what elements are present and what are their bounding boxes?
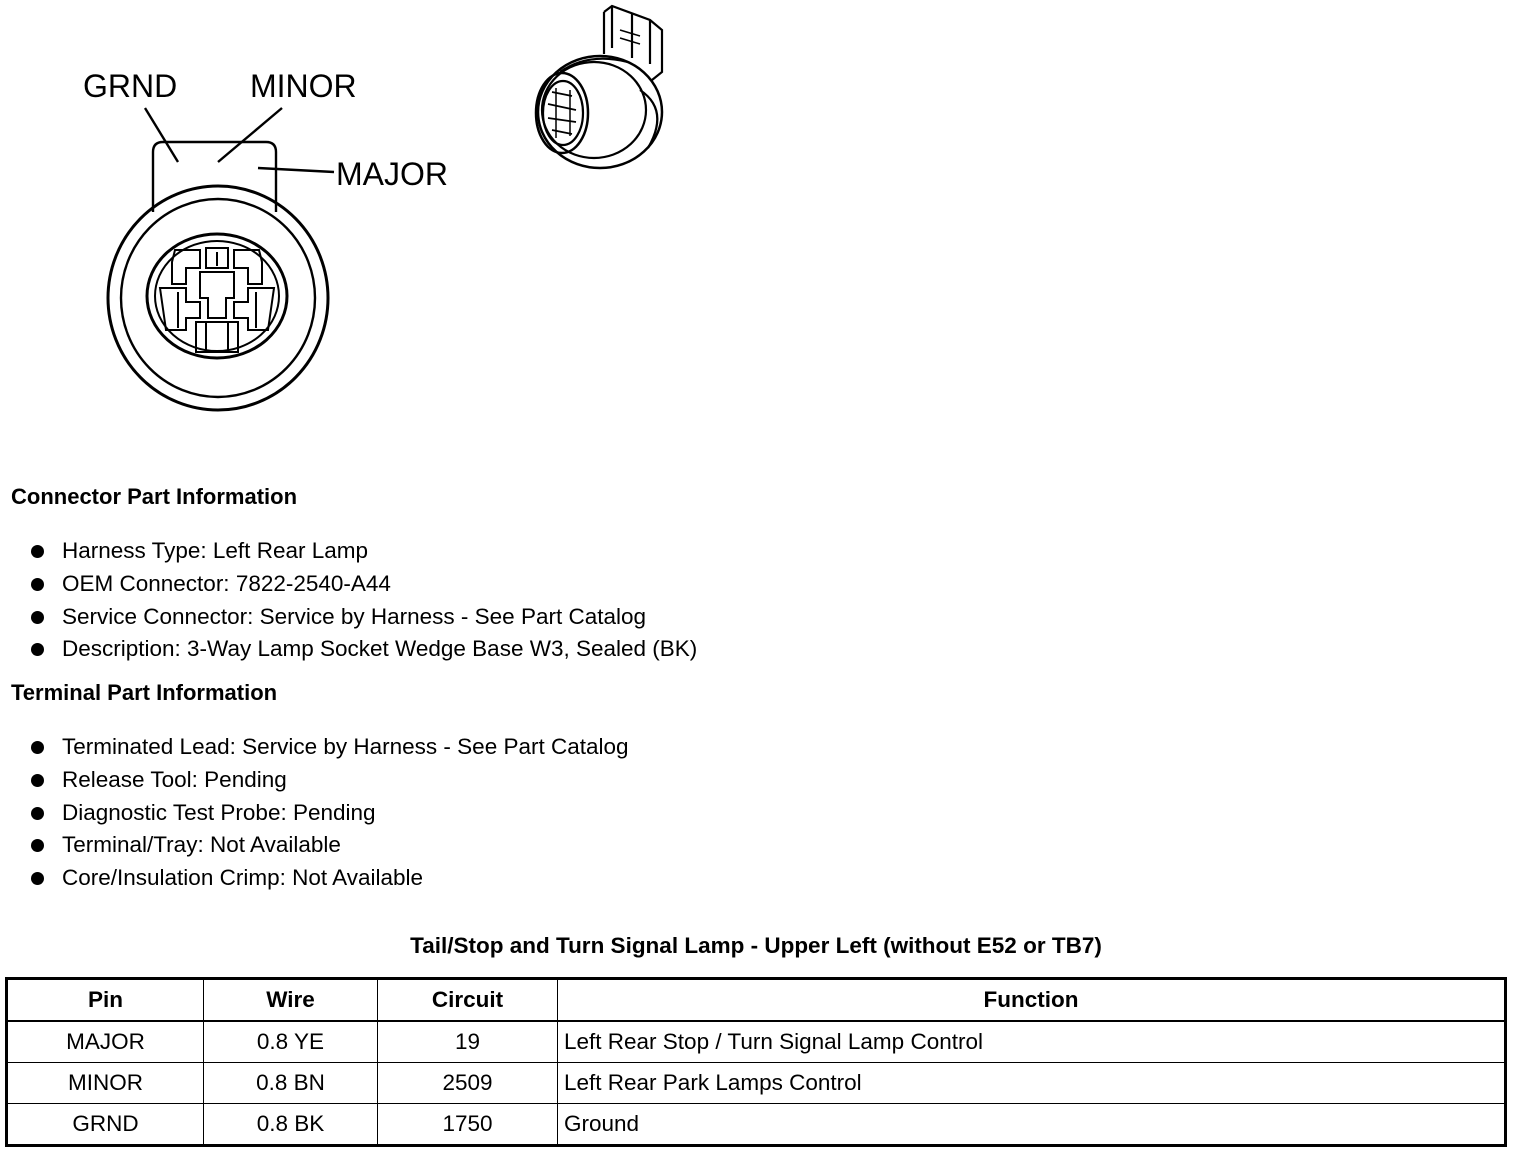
list-item: Terminated Lead: Service by Harness - See Part Catalog [28,731,629,764]
terminal-info-list [28,731,629,895]
list-item: OEM Connector: 7822-2540-A44 [28,568,697,601]
minor-label: MINOR [250,68,357,104]
cell-pin: MINOR [7,1063,204,1104]
bullet-icon [31,741,44,754]
header-wire: Wire [204,979,378,1022]
list-item: Service Connector: Service by Harness - See Part Catalog [28,601,697,634]
connector-info-list [28,535,697,666]
cell-wire: 0.8 BK [204,1104,378,1146]
bullet-icon [31,643,44,656]
cell-function: Ground [558,1104,1506,1146]
cell-wire: 0.8 YE [204,1021,378,1063]
header-function: Function [558,979,1506,1022]
table-row [7,1104,1506,1146]
table-row [7,1063,1506,1104]
bullet-icon [31,839,44,852]
header-circuit: Circuit [378,979,558,1022]
list-item: Terminal/Tray: Not Available [28,829,629,862]
cell-function: Left Rear Stop / Turn Signal Lamp Control [558,1021,1506,1063]
bullet-icon [31,872,44,885]
bullet-icon [31,578,44,591]
cell-pin: MAJOR [7,1021,204,1063]
connector-outer-ring [108,186,328,410]
connector-perspective-illustration [0,0,680,180]
bullet-icon [31,611,44,624]
bullet-icon [31,545,44,558]
terminal-cavities [160,248,274,352]
header-pin: Pin [7,979,204,1022]
list-item: Release Tool: Pending [28,764,629,797]
table-header-row [7,979,1506,1022]
major-label: MAJOR [336,156,448,192]
cell-circuit: 1750 [378,1104,558,1146]
cell-wire: 0.8 BN [204,1063,378,1104]
list-item: Harness Type: Left Rear Lamp [28,535,697,568]
cell-circuit: 2509 [378,1063,558,1104]
bullet-icon [31,807,44,820]
list-item: Description: 3-Way Lamp Socket Wedge Base W3, Sealed (BK) [28,633,697,666]
list-item: Core/Insulation Crimp: Not Available [28,862,629,895]
connector-info-heading: Connector Part Information [11,484,298,509]
pin-table-title: Tail/Stop and Turn Signal Lamp - Upper Left (without E52 or TB7) [410,933,1102,958]
cell-function: Left Rear Park Lamps Control [558,1063,1506,1104]
bullet-icon [31,774,44,787]
table-row [7,1021,1506,1063]
cell-circuit: 19 [378,1021,558,1063]
cell-pin: GRND [7,1104,204,1146]
pin-table [5,977,1507,1147]
list-item: Diagnostic Test Probe: Pending [28,797,629,830]
terminal-info-heading: Terminal Part Information [11,680,278,705]
grnd-label: GRND [83,68,178,104]
